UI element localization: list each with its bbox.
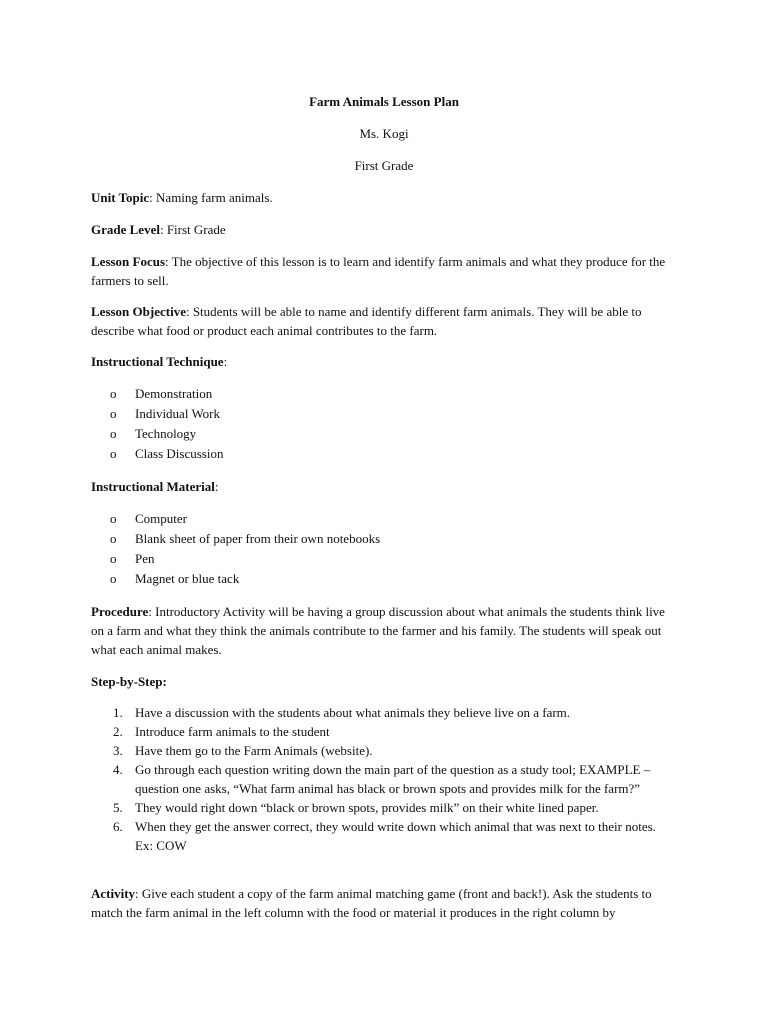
procedure-text: : Introductory Activity will be having a group discussion about what animals the students think live on a farm and what they think the animals contribute to the farmer and his family. The students will speak out what each animal makes.	[91, 604, 665, 657]
list-item	[110, 444, 670, 464]
list-item-text: Blank sheet of paper from their own notebooks	[135, 531, 381, 546]
list-item-text: Computer	[135, 511, 187, 526]
teacher-name: Ms. Kogi	[359, 126, 409, 141]
list-item	[113, 722, 673, 741]
step-number: 6.	[113, 819, 123, 834]
list-item	[113, 760, 673, 798]
instructional-material-heading	[91, 477, 681, 496]
unit-topic-text: : Naming farm animals.	[149, 190, 273, 205]
procedure-label: Procedure	[91, 604, 149, 619]
list-item-text: Technology	[135, 426, 197, 441]
list-item	[113, 817, 673, 855]
unit-topic-paragraph	[91, 188, 681, 207]
procedure-paragraph	[91, 602, 681, 659]
lesson-focus-paragraph	[91, 252, 681, 290]
bullet-marker: o	[110, 386, 117, 401]
step-text: When they get the answer correct, they would write down which animal that was next to their notes. Ex: COW	[135, 819, 656, 853]
bullet-marker: o	[110, 511, 117, 526]
activity-label: Activity	[91, 886, 136, 901]
instructional-technique-list	[110, 384, 670, 464]
bullet-marker: o	[110, 406, 117, 421]
unit-topic-label: Unit Topic	[91, 190, 150, 205]
instructional-material-list	[110, 509, 670, 589]
list-item	[110, 509, 670, 529]
step-number: 3.	[113, 743, 123, 758]
lesson-objective-label: Lesson Objective	[91, 304, 186, 319]
list-item	[110, 529, 670, 549]
bullet-marker: o	[110, 571, 117, 586]
step-number: 5.	[113, 800, 123, 815]
list-item	[113, 798, 673, 817]
bullet-marker: o	[110, 446, 117, 461]
bullet-marker: o	[110, 531, 117, 546]
lesson-focus-label: Lesson Focus	[91, 254, 166, 269]
grade-level-label: Grade Level	[91, 222, 160, 237]
list-item-text: Magnet or blue tack	[135, 571, 240, 586]
instructional-material-label: Instructional Material	[91, 479, 215, 494]
instructional-technique-heading	[91, 352, 681, 371]
grade-level-text: : First Grade	[159, 222, 226, 237]
instructional-technique-colon: :	[223, 354, 228, 369]
step-text: Have them go to the Farm Animals (website).	[135, 743, 373, 758]
step-text: Have a discussion with the students about what animals they believe live on a farm.	[135, 705, 571, 720]
step-text: They would right down “black or brown spots, provides milk” on their white lined paper.	[135, 800, 599, 815]
document-title: Farm Animals Lesson Plan	[309, 94, 459, 109]
list-item	[110, 549, 670, 569]
instructional-technique-label: Instructional Technique	[91, 354, 224, 369]
step-by-step-heading: Step-by-Step:	[91, 674, 167, 689]
list-item	[113, 703, 673, 722]
activity-paragraph	[91, 884, 681, 922]
lesson-objective-text: : Students will be able to name and identify different farm animals. They will be able to describe what food or product each animal contributes to the farm.	[91, 304, 642, 338]
bullet-marker: o	[110, 551, 117, 566]
instructional-material-colon: :	[214, 479, 219, 494]
list-item	[110, 384, 670, 404]
list-item-text: Pen	[135, 551, 155, 566]
step-by-step-list	[113, 703, 673, 855]
step-number: 1.	[113, 705, 123, 720]
list-item-text: Individual Work	[135, 406, 221, 421]
list-item	[113, 741, 673, 760]
list-item-text: Class Discussion	[135, 446, 224, 461]
lesson-focus-text: : The objective of this lesson is to learn and identify farm animals and what they produce for the farmers to sell.	[91, 254, 666, 288]
activity-text: : Give each student a copy of the farm animal matching game (front and back!). Ask the students to match the farm animal in the left column with the food or material it produces in the right column by	[91, 886, 652, 920]
grade-heading: First Grade	[354, 158, 414, 173]
grade-level-paragraph	[91, 220, 681, 239]
list-item	[110, 569, 670, 589]
bullet-marker: o	[110, 426, 117, 441]
list-item-text: Demonstration	[135, 386, 213, 401]
step-text: Go through each question writing down the main part of the question as a study tool; EXAMPLE – question one asks, “What farm animal has black or brown spots and provides milk for the farm?”	[135, 762, 651, 796]
step-number: 2.	[113, 724, 123, 739]
list-item	[110, 404, 670, 424]
lesson-objective-paragraph	[91, 302, 681, 340]
step-text: Introduce farm animals to the student	[135, 724, 330, 739]
step-number: 4.	[113, 762, 123, 777]
list-item	[110, 424, 670, 444]
